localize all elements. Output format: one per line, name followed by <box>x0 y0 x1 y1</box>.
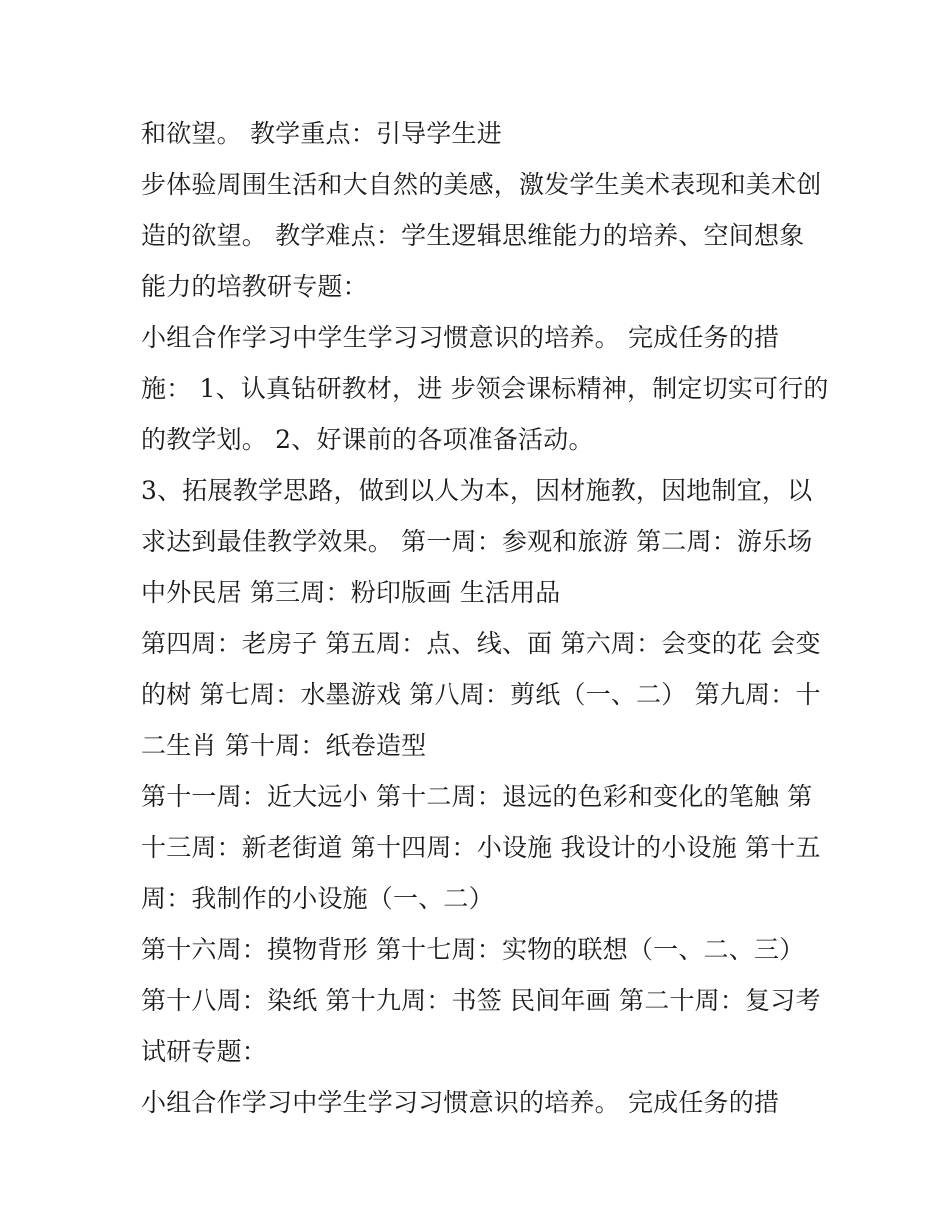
text-line: 和欲望。 教学重点：引导学生进 <box>141 119 502 148</box>
text-line: 的教学划。 2、好课前的各项准备活动。 <box>141 425 594 454</box>
text-line: 小组合作学习中学生学习习惯意识的培养。 完成任务的措 <box>141 1088 780 1117</box>
text-line: 试研专题： <box>141 1037 268 1066</box>
text-line: 第十六周：摸物背形 第十七周：实物的联想（一、二、三） <box>141 935 805 964</box>
text-line: 的树 第七周：水墨游戏 第八周：剪纸（一、二） 第九周：十 <box>141 680 821 709</box>
text-line: 第四周：老房子 第五周：点、线、面 第六周：会变的花 会变 <box>141 629 821 658</box>
text-line: 第十一周：近大远小 第十二周：退远的色彩和变化的笔触 第 <box>141 782 813 811</box>
text-line: 施： 1、认真钻研教材，进 步领会课标精神，制定切实可行的 <box>141 374 829 403</box>
text-line: 周：我制作的小设施（一、二） <box>141 884 494 913</box>
text-line: 十三周：新老街道 第十四周：小设施 我设计的小设施 第十五 <box>141 833 821 862</box>
text-line: 3、拓展教学思路，做到以人为本，因材施教，因地制宜，以 <box>141 476 813 505</box>
text-line: 第十八周：染纸 第十九周：书签 民间年画 第二十周：复习考 <box>141 986 821 1015</box>
text-line: 能力的培教研专题： <box>141 272 368 301</box>
text-line: 求达到最佳教学效果。 第一周：参观和旅游 第二周：游乐场 <box>141 527 813 556</box>
text-line: 中外民居 第三周：粉印版画 生活用品 <box>141 578 561 607</box>
text-line: 二生肖 第十周：纸卷造型 <box>141 731 427 760</box>
text-line: 小组合作学习中学生学习习惯意识的培养。 完成任务的措 <box>141 323 780 352</box>
text-line: 步体验周围生活和大自然的美感，激发学生美术表现和美术创 <box>141 170 822 199</box>
document-body <box>141 108 829 1128</box>
text-line: 造的欲望。 教学难点：学生逻辑思维能力的培养、空间想象 <box>141 221 805 250</box>
